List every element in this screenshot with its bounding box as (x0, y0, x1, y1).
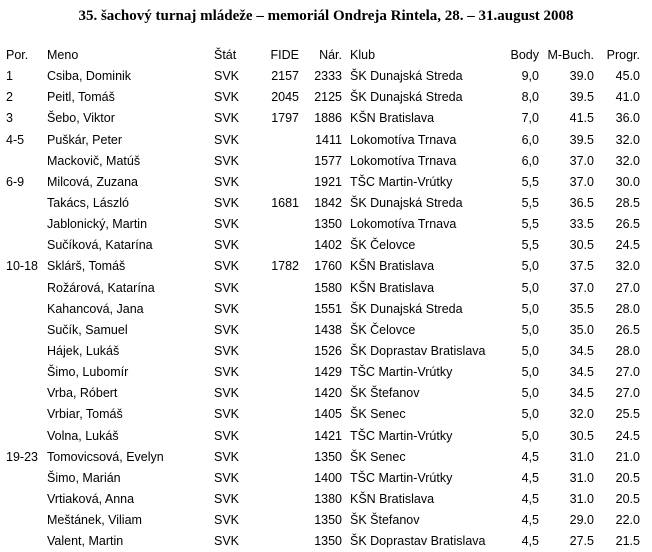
cell-nar: 1526 (314, 344, 342, 359)
cell-fide (251, 426, 299, 447)
cell-meno: Šimo, Marián (47, 470, 121, 485)
cell-por (6, 341, 47, 362)
cell-fide (251, 278, 299, 299)
cell-nar: 1350 (314, 534, 342, 549)
cell-mbuch: 34.5 (569, 386, 594, 401)
cell-stat: SVK (214, 513, 240, 528)
cell-body: 6,0 (521, 132, 539, 147)
cell-fide (251, 214, 299, 235)
table-row (6, 87, 640, 108)
cell-progr: 27.0 (615, 365, 640, 380)
cell-meno: Šebo, Viktor (47, 111, 115, 126)
cell-progr: 26.5 (615, 217, 640, 232)
table-row (6, 214, 640, 235)
table-row (6, 447, 640, 468)
cell-por (6, 235, 47, 256)
cell-por (6, 489, 47, 510)
cell-klub: Lokomotíva Trnava (350, 153, 457, 168)
cell-meno: Kahancová, Jana (47, 301, 144, 316)
cell-fide (251, 489, 299, 510)
cell-fide (251, 320, 299, 341)
cell-nar: 1350 (314, 217, 342, 232)
cell-klub: TŠC Martin-Vrútky (350, 428, 453, 443)
cell-fide (251, 130, 299, 151)
cell-fide: 1681 (271, 196, 299, 211)
cell-meno: Valent, Martin (47, 534, 124, 549)
cell-spacer (342, 214, 350, 235)
cell-body: 6,0 (521, 153, 539, 168)
cell-fide: 2157 (271, 69, 299, 84)
cell-spacer (342, 130, 350, 151)
cell-meno: Vrtiaková, Anna (47, 492, 135, 507)
cell-body: 5,0 (521, 301, 539, 316)
cell-mbuch: 30.5 (569, 428, 594, 443)
cell-klub: ŠK Dunajská Streda (350, 69, 463, 84)
cell-por: 19-23 (6, 449, 38, 464)
cell-stat: SVK (214, 386, 240, 401)
cell-meno: Peitl, Tomáš (47, 90, 115, 105)
cell-klub: ŠK Dunajská Streda (350, 301, 463, 316)
cell-fide (251, 404, 299, 425)
cell-fide: 2045 (271, 90, 299, 105)
table-row (6, 256, 640, 277)
cell-fide (251, 510, 299, 531)
cell-progr: 24.5 (615, 428, 640, 443)
table-row (6, 341, 640, 362)
cell-stat: SVK (214, 111, 240, 126)
cell-stat: SVK (214, 280, 240, 295)
cell-klub: ŠK Senec (350, 449, 406, 464)
cell-mbuch: 30.5 (569, 238, 594, 253)
cell-klub: ŠK Doprastav Bratislava (350, 344, 486, 359)
cell-meno: Sučík, Samuel (47, 322, 128, 337)
cell-mbuch: 37.5 (569, 259, 594, 274)
cell-meno: Tomovicsová, Evelyn (47, 449, 164, 464)
cell-spacer (342, 172, 350, 193)
column-header-nar: Nár. (319, 48, 342, 63)
cell-fide (251, 383, 299, 404)
column-header-progr: Progr. (606, 48, 640, 63)
cell-progr: 27.0 (615, 386, 640, 401)
cell-mbuch: 39.0 (569, 69, 594, 84)
cell-stat: SVK (214, 174, 240, 189)
table-row (6, 299, 640, 320)
table-row (6, 404, 640, 425)
cell-spacer (342, 256, 350, 277)
cell-klub: KŠN Bratislava (350, 280, 435, 295)
cell-stat: SVK (214, 132, 240, 147)
cell-fide (251, 235, 299, 256)
cell-mbuch: 36.5 (569, 196, 594, 211)
column-header-por: Por. (6, 48, 29, 63)
cell-spacer (342, 404, 350, 425)
cell-por: 10-18 (6, 259, 38, 274)
cell-nar: 1421 (314, 428, 342, 443)
table-row (6, 130, 640, 151)
cell-stat: SVK (214, 322, 240, 337)
cell-mbuch: 37.0 (569, 174, 594, 189)
column-spacer (342, 45, 350, 66)
cell-body: 5,0 (521, 259, 539, 274)
table-row (6, 320, 640, 341)
results-body (6, 66, 640, 552)
cell-klub: ŠK Štefanov (350, 513, 420, 528)
cell-por (6, 299, 47, 320)
cell-stat: SVK (214, 69, 240, 84)
cell-fide: 1782 (271, 259, 299, 274)
cell-por (6, 320, 47, 341)
cell-stat: SVK (214, 492, 240, 507)
cell-por: 4-5 (6, 132, 25, 147)
table-row (6, 151, 640, 172)
cell-body: 4,5 (521, 449, 539, 464)
cell-klub: KŠN Bratislava (350, 492, 435, 507)
table-row (6, 531, 640, 552)
cell-progr: 36.0 (615, 111, 640, 126)
cell-stat: SVK (214, 344, 240, 359)
cell-spacer (342, 426, 350, 447)
cell-mbuch: 32.0 (569, 407, 594, 422)
cell-klub: TŠC Martin-Vrútky (350, 470, 453, 485)
cell-body: 4,5 (521, 470, 539, 485)
cell-meno: Vrbiar, Tomáš (47, 407, 123, 422)
cell-fide (251, 299, 299, 320)
cell-nar: 1842 (314, 196, 342, 211)
cell-stat: SVK (214, 217, 240, 232)
table-row (6, 510, 640, 531)
cell-body: 5,0 (521, 386, 539, 401)
cell-spacer (342, 278, 350, 299)
cell-meno: Takács, László (47, 196, 129, 211)
cell-klub: Lokomotíva Trnava (350, 217, 457, 232)
column-header-body: Body (510, 48, 539, 63)
cell-fide (251, 362, 299, 383)
cell-body: 9,0 (521, 69, 539, 84)
cell-nar: 1350 (314, 449, 342, 464)
cell-stat: SVK (214, 301, 240, 316)
cell-spacer (342, 193, 350, 214)
cell-meno: Csiba, Dominik (47, 69, 132, 84)
cell-mbuch: 37.0 (569, 280, 594, 295)
cell-mbuch: 34.5 (569, 344, 594, 359)
table-row (6, 172, 640, 193)
cell-fide (251, 172, 299, 193)
table-row (6, 426, 640, 447)
cell-mbuch: 39.5 (569, 132, 594, 147)
cell-progr: 27.0 (615, 280, 640, 295)
cell-por: 3 (6, 111, 13, 126)
cell-body: 4,5 (521, 534, 539, 549)
cell-nar: 1580 (314, 280, 342, 295)
cell-klub: KŠN Bratislava (350, 111, 435, 126)
cell-mbuch: 41.5 (569, 111, 594, 126)
cell-body: 5,5 (521, 174, 539, 189)
cell-fide (251, 341, 299, 362)
cell-progr: 32.0 (615, 132, 640, 147)
cell-progr: 25.5 (615, 407, 640, 422)
cell-nar: 1551 (314, 301, 342, 316)
cell-nar: 1577 (314, 153, 342, 168)
cell-klub: ŠK Čelovce (350, 238, 416, 253)
cell-klub: ŠK Čelovce (350, 322, 416, 337)
cell-stat: SVK (214, 196, 240, 211)
cell-por (6, 151, 47, 172)
cell-spacer (342, 468, 350, 489)
cell-meno: Jablonický, Martin (47, 217, 148, 232)
cell-body: 7,0 (521, 111, 539, 126)
cell-mbuch: 39.5 (569, 90, 594, 105)
cell-fide (251, 531, 299, 552)
cell-progr: 28.0 (615, 301, 640, 316)
cell-body: 5,0 (521, 407, 539, 422)
cell-stat: SVK (214, 365, 240, 380)
cell-progr: 28.5 (615, 196, 640, 211)
results-table (6, 45, 640, 552)
column-header-klub: Klub (350, 48, 376, 63)
cell-nar: 1886 (314, 111, 342, 126)
cell-stat: SVK (214, 407, 240, 422)
cell-spacer (342, 108, 350, 129)
cell-stat: SVK (214, 428, 240, 443)
cell-nar: 1405 (314, 407, 342, 422)
cell-body: 5,5 (521, 238, 539, 253)
cell-progr: 20.5 (615, 470, 640, 485)
cell-meno: Meštánek, Viliam (47, 513, 142, 528)
cell-body: 5,0 (521, 322, 539, 337)
table-row (6, 278, 640, 299)
cell-stat: SVK (214, 238, 240, 253)
cell-progr: 41.0 (615, 90, 640, 105)
cell-meno: Rožárová, Katarína (47, 280, 155, 295)
cell-klub: Lokomotíva Trnava (350, 132, 457, 147)
cell-body: 5,0 (521, 344, 539, 359)
cell-stat: SVK (214, 153, 240, 168)
cell-progr: 21.0 (615, 449, 640, 464)
table-row (6, 468, 640, 489)
cell-por (6, 531, 47, 552)
table-row (6, 66, 640, 87)
cell-meno: Mackovič, Matúš (47, 153, 141, 168)
cell-mbuch: 29.0 (569, 513, 594, 528)
cell-progr: 22.0 (615, 513, 640, 528)
cell-stat: SVK (214, 534, 240, 549)
cell-nar: 2125 (314, 90, 342, 105)
cell-progr: 26.5 (615, 322, 640, 337)
cell-body: 8,0 (521, 90, 539, 105)
cell-nar: 1350 (314, 513, 342, 528)
cell-stat: SVK (214, 470, 240, 485)
cell-stat: SVK (214, 259, 240, 274)
column-header-fide: FIDE (270, 48, 299, 63)
cell-body: 5,0 (521, 280, 539, 295)
cell-spacer (342, 341, 350, 362)
column-header-stat: Štát (214, 48, 237, 63)
cell-nar: 1380 (314, 492, 342, 507)
cell-spacer (342, 362, 350, 383)
cell-progr: 20.5 (615, 492, 640, 507)
cell-meno: Sklárš, Tomáš (47, 259, 126, 274)
table-row (6, 108, 640, 129)
cell-nar: 1400 (314, 470, 342, 485)
cell-body: 5,0 (521, 428, 539, 443)
cell-spacer (342, 235, 350, 256)
cell-spacer (342, 510, 350, 531)
cell-body: 5,0 (521, 365, 539, 380)
table-row (6, 193, 640, 214)
cell-spacer (342, 87, 350, 108)
cell-meno: Milcová, Zuzana (47, 174, 139, 189)
cell-nar: 1760 (314, 259, 342, 274)
cell-por (6, 383, 47, 404)
cell-progr: 24.5 (615, 238, 640, 253)
cell-spacer (342, 151, 350, 172)
cell-spacer (342, 383, 350, 404)
cell-spacer (342, 299, 350, 320)
cell-fide (251, 447, 299, 468)
cell-klub: ŠK Dunajská Streda (350, 196, 463, 211)
cell-por (6, 468, 47, 489)
cell-stat: SVK (214, 90, 240, 105)
cell-spacer (342, 66, 350, 87)
cell-body: 4,5 (521, 492, 539, 507)
cell-klub: ŠK Štefanov (350, 386, 420, 401)
cell-nar: 1438 (314, 322, 342, 337)
cell-por (6, 404, 47, 425)
cell-nar: 1411 (315, 132, 342, 147)
cell-klub: ŠK Senec (350, 407, 406, 422)
cell-mbuch: 34.5 (569, 365, 594, 380)
cell-por (6, 214, 47, 235)
cell-por (6, 426, 47, 447)
cell-spacer (342, 320, 350, 341)
cell-progr: 32.0 (615, 153, 640, 168)
cell-mbuch: 37.0 (569, 153, 594, 168)
cell-klub: ŠK Dunajská Streda (350, 90, 463, 105)
cell-progr: 28.0 (615, 344, 640, 359)
cell-meno: Sučíková, Katarína (47, 238, 153, 253)
cell-fide: 1797 (271, 111, 299, 126)
column-header-meno: Meno (47, 48, 79, 63)
cell-progr: 45.0 (615, 69, 640, 84)
cell-mbuch: 31.0 (569, 470, 594, 485)
cell-por: 1 (6, 69, 13, 84)
cell-por: 6-9 (6, 174, 25, 189)
cell-por (6, 362, 47, 383)
cell-meno: Puškár, Peter (47, 132, 123, 147)
cell-meno: Šimo, Lubomír (47, 365, 129, 380)
cell-nar: 1921 (314, 174, 342, 189)
cell-progr: 30.0 (615, 174, 640, 189)
cell-progr: 21.5 (615, 534, 640, 549)
cell-klub: TŠC Martin-Vrútky (350, 365, 453, 380)
table-row (6, 383, 640, 404)
cell-body: 5,5 (521, 196, 539, 211)
table-header-row (6, 45, 640, 66)
cell-fide (251, 151, 299, 172)
cell-meno: Vrba, Róbert (47, 386, 118, 401)
column-header-mbuch: M-Buch. (547, 48, 594, 63)
cell-nar: 1429 (314, 365, 342, 380)
cell-klub: KŠN Bratislava (350, 259, 435, 274)
cell-por (6, 278, 47, 299)
cell-mbuch: 31.0 (569, 449, 594, 464)
cell-por (6, 193, 47, 214)
cell-progr: 32.0 (615, 259, 640, 274)
cell-stat: SVK (214, 449, 240, 464)
cell-nar: 2333 (314, 69, 342, 84)
cell-spacer (342, 447, 350, 468)
cell-nar: 1420 (314, 386, 342, 401)
cell-spacer (342, 531, 350, 552)
table-row (6, 362, 640, 383)
cell-por (6, 510, 47, 531)
cell-body: 5,5 (521, 217, 539, 232)
cell-fide (251, 468, 299, 489)
cell-mbuch: 35.5 (569, 301, 594, 316)
cell-body: 4,5 (521, 513, 539, 528)
page-title: 35. šachový turnaj mládeže – memoriál Ondreja Rintela, 28. – 31.august 2008 (78, 8, 574, 24)
cell-mbuch: 33.5 (569, 217, 594, 232)
cell-meno: Volna, Lukáš (47, 428, 119, 443)
cell-nar: 1402 (314, 238, 342, 253)
cell-klub: TŠC Martin-Vrútky (350, 174, 453, 189)
cell-mbuch: 31.0 (569, 492, 594, 507)
table-row (6, 489, 640, 510)
cell-mbuch: 27.5 (569, 534, 594, 549)
cell-mbuch: 35.0 (569, 322, 594, 337)
cell-spacer (342, 489, 350, 510)
cell-meno: Hájek, Lukáš (47, 344, 120, 359)
cell-por: 2 (6, 90, 13, 105)
table-row (6, 235, 640, 256)
cell-klub: ŠK Doprastav Bratislava (350, 534, 486, 549)
